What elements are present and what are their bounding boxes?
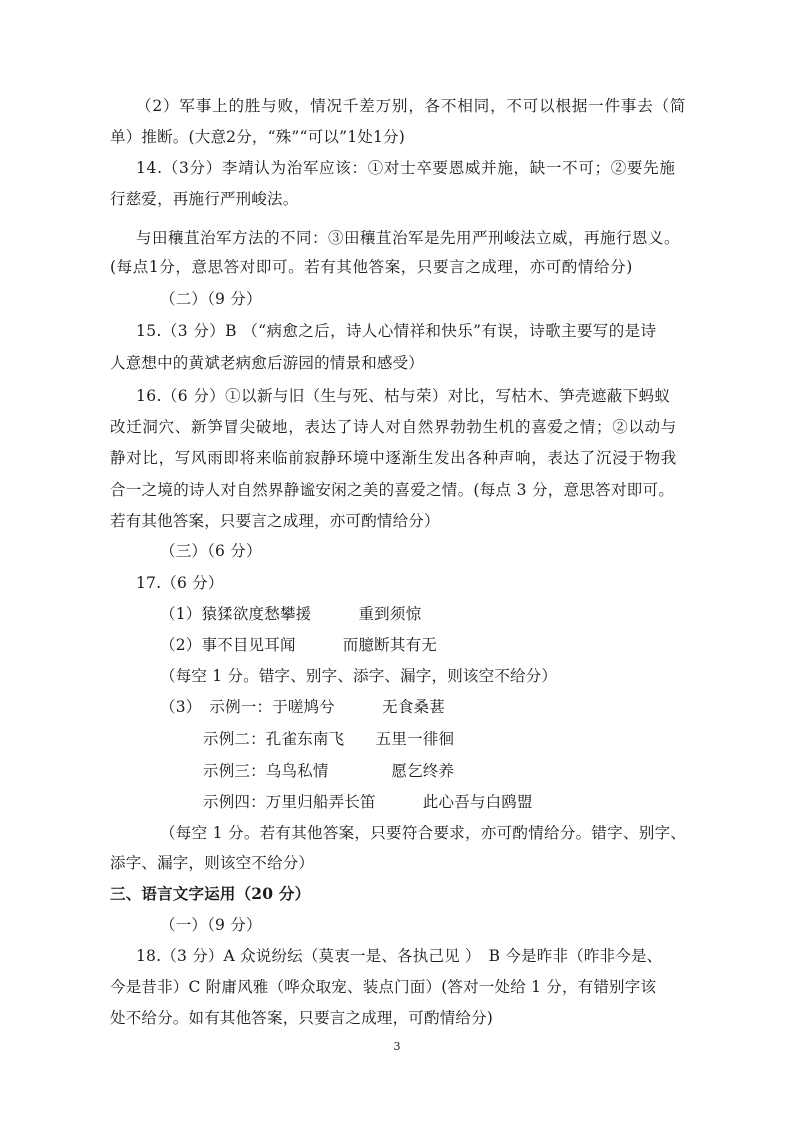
text-line: 18.（3 分）A 众说纷纭（莫衷一是、各执己见 ） B 今是昨非（昨非今是、 <box>136 947 663 965</box>
section-heading: （二）（9 分） <box>160 290 262 308</box>
text-line: 14.（3分）李靖认为治军应该：①对士卒要恩威并施，缺一不可；②要先施 <box>136 159 676 177</box>
text-line: 改迁洞穴、新笋冒尖破地，表达了诗人对自然界勃勃生机的喜爱之情；②以动与 <box>110 418 678 436</box>
text-line: 人意想中的黄斌老病愈后游园的情景和感受） <box>110 354 425 372</box>
example-line: 示例四：万里归船弄长笛 此心吾与白鸥盟 <box>203 793 533 811</box>
example-line: 示例二：孔雀东南飞 五里一徘徊 <box>203 730 455 748</box>
text-line: 静对比，写风雨即将来临前寂静环境中逐渐生发出各种声响，表达了沉浸于物我 <box>110 449 678 467</box>
note-line: （每空 1 分。若有其他答案，只要符合要求，亦可酌情给分。错字、别字、 <box>160 824 687 842</box>
text-line: 处不给分。如有其他答案，只要言之成理，可酌情给分) <box>110 1009 494 1027</box>
text-line: 单）推断。(大意2分，“殊”“可以”1处1分) <box>110 128 405 146</box>
part-heading: 三、语言文字运用（20 分） <box>110 884 311 903</box>
text-line: 今是昔非）C 附庸风雅（哗众取宠、装点门面）(答对一处给 1 分，有错别字该 <box>110 978 657 996</box>
answer-line: （1）猿猱欲度愁攀援 重到须惊 <box>160 605 422 623</box>
text-line: 若有其他答案，只要言之成理，亦可酌情给分） <box>110 512 440 530</box>
text-line: （2）军事上的胜与败，情况千差万别，各不相同，不可以根据一件事去（简 <box>136 97 687 115</box>
section-heading: （三）（6 分） <box>160 542 262 560</box>
text-line: 17.（6 分） <box>136 574 224 592</box>
text-line: 合一之境的诗人对自然界静谧安闲之美的喜爱之情。(每点 3 分，意思答对即可。 <box>110 481 675 499</box>
text-line: (每点1分，意思答对即可。若有其他答案，只要言之成理，亦可酌情给分) <box>110 258 633 276</box>
answer-line: （2）事不目见耳闻 而臆断其有无 <box>160 636 437 654</box>
note-line: （每空 1 分。错字、别字、添字、漏字，则该空不给分） <box>160 667 558 685</box>
text-line: 15.（3 分）B （“病愈之后，诗人心情祥和快乐”有误，诗歌主要写的是诗 <box>136 322 657 340</box>
page-number: 3 <box>393 1040 401 1053</box>
text-line: 行慈爱，再施行严刑峻法。 <box>110 190 299 208</box>
text-line: 与田穰苴治军方法的不同：③田穰苴治军是先用严刑峻法立威，再施行恩义。 <box>136 229 681 247</box>
example-line: 示例三：乌鸟私情 愿乞终养 <box>203 762 455 780</box>
text-line: 16.（6 分）①以新与旧（生与死、枯与荣）对比，写枯木、笋壳遮蔽下蚂蚁 <box>136 387 671 405</box>
note-line: 添字、漏字，则该空不给分） <box>110 854 315 872</box>
section-heading: （一）（9 分） <box>160 916 262 934</box>
answer-line: （3） 示例一：于嗟鸠兮 无食桑葚 <box>160 698 445 716</box>
